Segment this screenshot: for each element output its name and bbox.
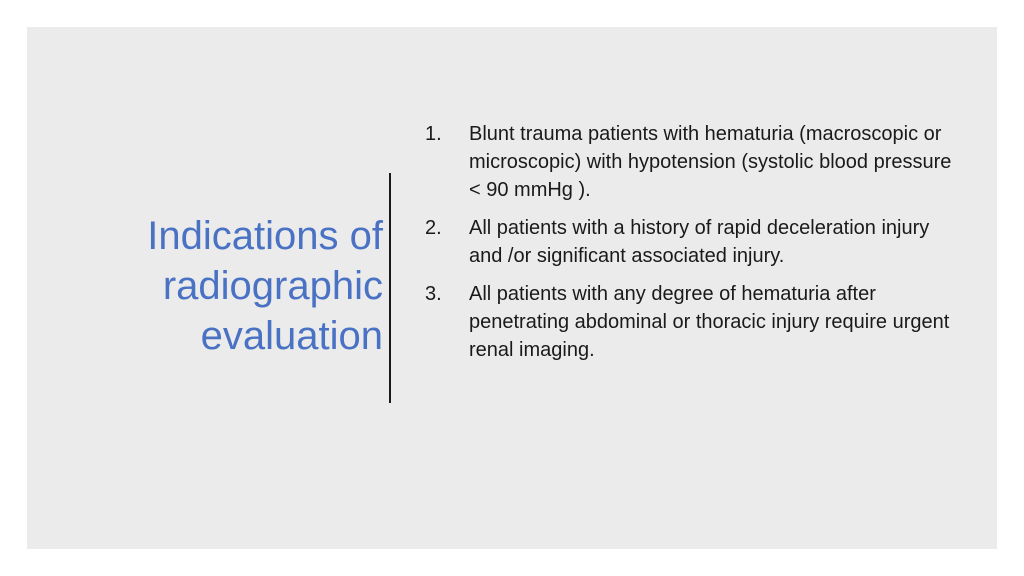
- vertical-divider: [389, 173, 391, 403]
- list-item-number: 2.: [425, 217, 442, 239]
- list-item-number: 3.: [425, 283, 442, 305]
- list-item-number: 1.: [425, 123, 442, 145]
- title-line-1: Indications of: [147, 214, 383, 258]
- list-item: [425, 214, 965, 270]
- slide: [27, 27, 997, 549]
- title-line-2: radiographic: [162, 264, 383, 308]
- list-item: [425, 120, 965, 204]
- indications-list: [425, 120, 965, 374]
- list-item-text: Blunt trauma patients with hematuria (macroscopic or microscopic) with hypotension (systolic blood pressure < 90 mmHg ).: [469, 123, 952, 201]
- list-item-text: All patients with any degree of hematuria after penetrating abdominal or thoracic injury require urgent renal imaging.: [469, 283, 950, 361]
- list-item-text: All patients with a history of rapid deceleration injury and /or significant associated injury.: [469, 217, 930, 267]
- list-item: [425, 280, 965, 364]
- title-line-3: evaluation: [200, 314, 383, 358]
- slide-title: [77, 211, 383, 361]
